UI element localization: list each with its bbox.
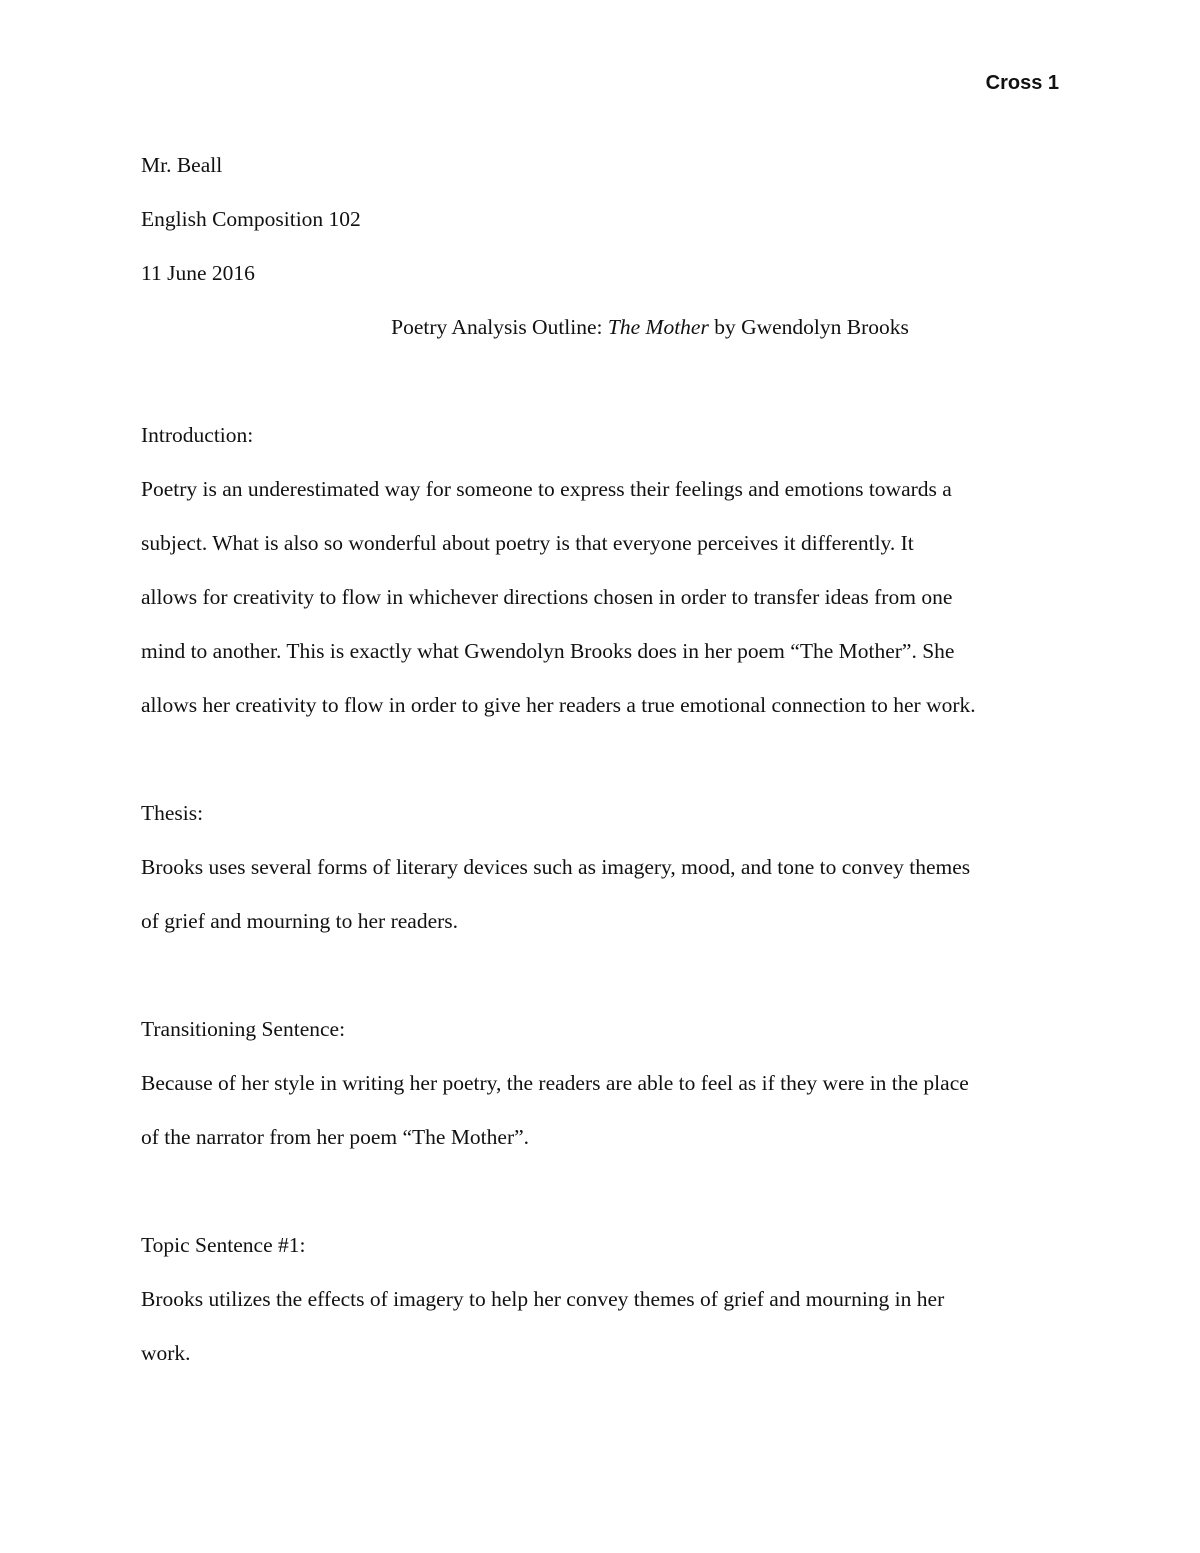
blank-line [141,948,1061,1002]
document-date: 11 June 2016 [141,261,255,285]
topic1-line: Brooks utilizes the effects of imagery to help her convey themes of grief and mourning in her [141,1287,945,1311]
introduction-label: Introduction: [141,423,254,447]
document-title [141,300,1061,354]
thesis-label: Thesis: [141,801,204,825]
introduction-line: mind to another. This is exactly what Gwendolyn Brooks does in her poem “The Mother”. She [141,639,955,663]
document-body [141,138,1061,1380]
introduction-line: allows for creativity to flow in whichever directions chosen in order to transfer ideas from one [141,585,953,609]
introduction-line: allows her creativity to flow in order to give her readers a true emotional connection to her work. [141,693,976,717]
blank-line [141,354,1061,408]
topic1-line: work. [141,1341,191,1365]
transition-label: Transitioning Sentence: [141,1017,346,1041]
running-head: Cross 1 [985,72,1059,94]
course-name: English Composition 102 [141,207,361,231]
title-prefix: Poetry Analysis Outline: [391,315,608,339]
topic1-label: Topic Sentence #1: [141,1233,306,1257]
instructor-name: Mr. Beall [141,153,223,177]
title-suffix: by Gwendolyn Brooks [708,315,909,339]
blank-line [141,732,1061,786]
thesis-line: of grief and mourning to her readers. [141,909,459,933]
transition-line: Because of her style in writing her poetry, the readers are able to feel as if they were in the place [141,1071,969,1095]
title-work: The Mother [607,315,709,339]
transition-line: of the narrator from her poem “The Mother”. [141,1125,530,1149]
thesis-line: Brooks uses several forms of literary devices such as imagery, mood, and tone to convey themes [141,855,971,879]
blank-line [141,1164,1061,1218]
introduction-line: Poetry is an underestimated way for someone to express their feelings and emotions towards a [141,477,952,501]
introduction-line: subject. What is also so wonderful about poetry is that everyone perceives it differently. It [141,531,914,555]
